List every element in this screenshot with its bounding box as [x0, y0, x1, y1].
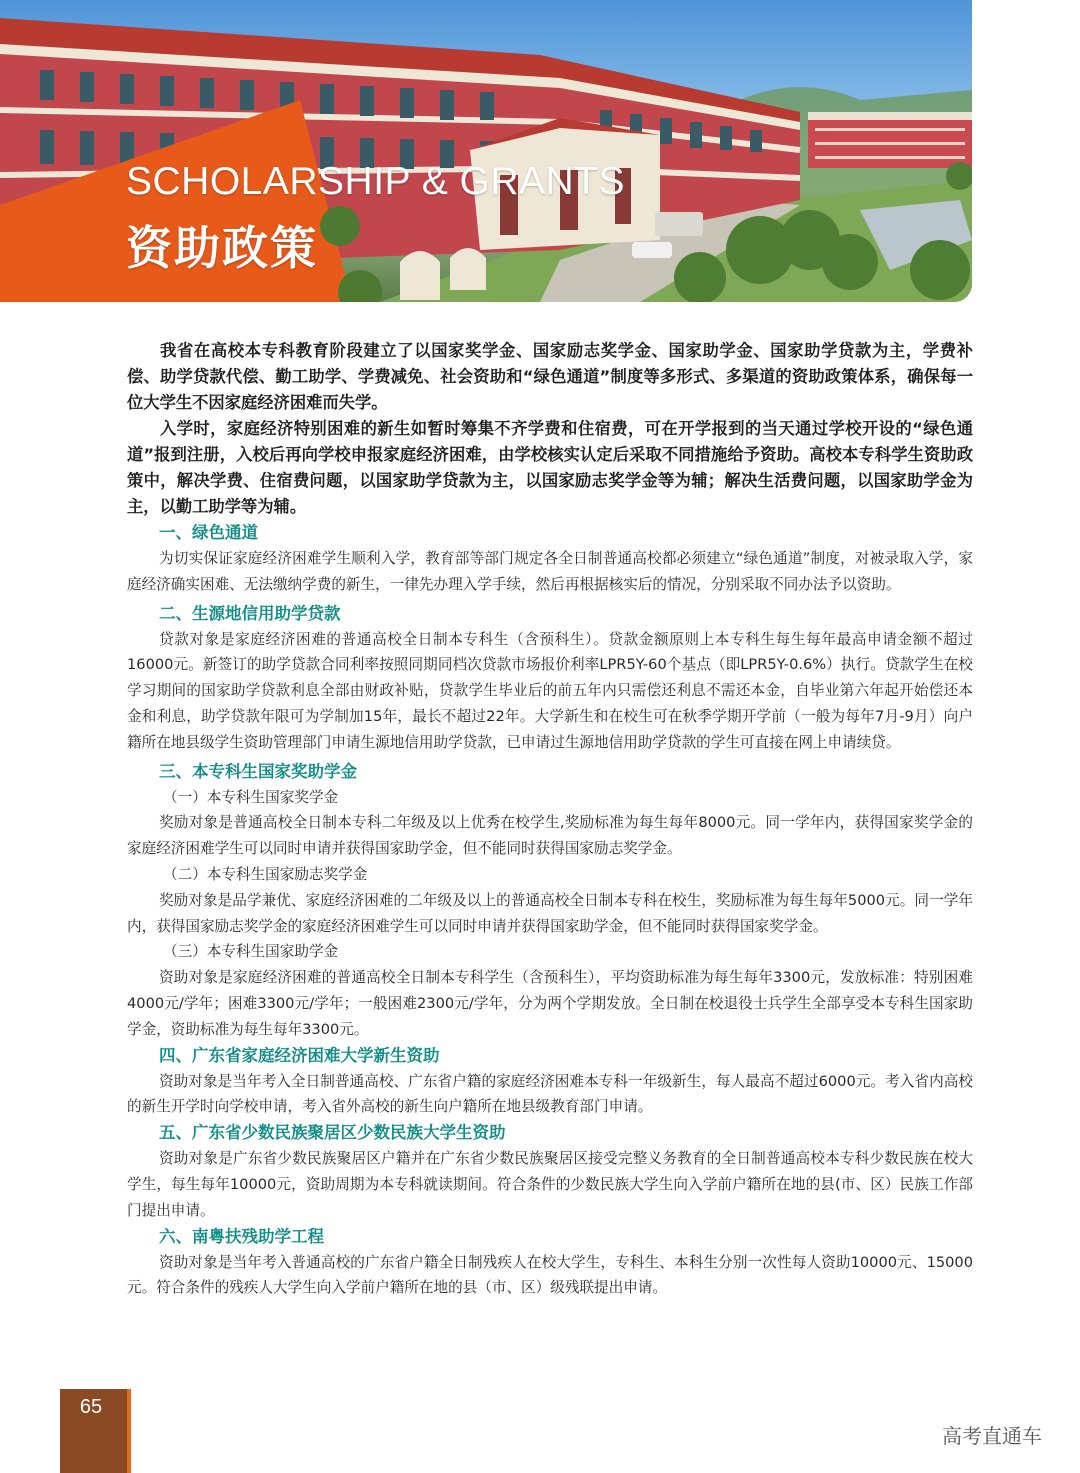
page-number: 65 [79, 1396, 103, 1418]
intro-paragraph-1: 我省在高校本专科教育阶段建立了以国家奖学金、国家励志奖学金、国家助学金、国家助学贷款为主，学费补偿、助学贷款代偿、勤工助学、学费减免、社会资助和“绿色通道”制度等多形式、多渠道的资助政策体系，确保每一位大学生不因家庭经济困难而失学。 [127, 341, 973, 412]
section-text-ethnic-minority-aid: 资助对象是广东省少数民族聚居区户籍并在广东省少数民族聚居区接受完整义务教育的全日制普通高校本专科少数民族在校大学生，每生每年10000元，资助周期为本专科就读期间。符合条件的少数民族大学生向入学前户籍所在地的县(市、区）民族工作部门提出申请。 [127, 1150, 973, 1219]
subsection-title-encouragement-scholarship: （二）本专科生国家励志奖学金 [163, 865, 368, 883]
section-text-green-channel: 为切实保证家庭经济困难学生顺利入学，教育部等部门规定各全日制普通高校都必须建立“绿色通道”制度，对被录取入学，家庭经济确实困难、无法缴纳学费的新生，一律先办理入学手续，然后再根据核实后的情况，分别采取不同办法予以资助。 [127, 550, 973, 593]
subsection-text-national-scholarship: 奖励对象是普通高校全日制本专科二年级及以上优秀在校学生,奖励标准为每生每年8000元。同一学年内，获得国家奖学金的家庭经济困难学生可以同时申请并获得国家助学金，但不能同时获得国家励志奖学金。 [127, 814, 973, 858]
banner-title-chinese: 资助政策 [126, 221, 318, 275]
section-text-student-loan: 贷款对象是家庭经济困难的普通高校全日制本专科生（含预科生）。贷款金额原则上本专科生每生每年最高申请金额不超过16000元。新签订的助学贷款合同利率按照同期同档次贷款市场报价利率LPR5Y-60个基点（即LPR5Y-0.6%）执行。贷款学生在校学习期间的国家助学贷款利息全部由财政补贴，贷款学生毕业后的前五年内只需偿还利息不需还本金，自毕业第六年起开始偿还本金和利息，助学贷款年限可为学制加15年，最长不超过22年。大学新生和在校生可在秋季学期开学前（一般为每年7月-9月）向户籍所在地县级学生资助管理部门申请生源地信用助学贷款，已申请过生源地信用助学贷款的学生可直接在网上申请续贷。 [127, 630, 973, 751]
subsection-text-encouragement-scholarship: 奖励对象是品学兼优、家庭经济困难的二年级及以上的普通高校全日制本专科在校生，奖励标准为每生每年5000元。同一学年内，获得国家励志奖学金的家庭经济困难学生可以同时申请并获得国家助学金，但不能同时获得国家奖学金。 [127, 891, 973, 935]
subsection-title-national-grant: （三）本专科生国家助学金 [163, 943, 339, 961]
subsection-text-national-grant: 资助对象是家庭经济困难的普通高校全日制本专科学生（含预科生），平均资助标准为每生每年3300元，发放标准：特别困难4000元/学年；困难3300元/学年；一般困难2300元/学年，分为两个学期发放。全日制在校退役士兵学生全部享受本专科生国家助学金，资助标准为每生每年3300元。 [127, 969, 973, 1038]
subsection-title-national-scholarship: （一）本专科生国家奖学金 [163, 788, 339, 806]
section-text-disability-aid: 资助对象是当年考入普通高校的广东省户籍全日制残疾人在校大学生，专科生、本科生分别一次性每人资助10000元、15000元。符合条件的残疾人大学生向入学前户籍所在地的县（市、区）级残联提出申请。 [127, 1253, 973, 1297]
section-heading-green-channel: 一、绿色通道 [159, 523, 258, 542]
section-heading-disability-aid: 六、南粤扶残助学工程 [159, 1226, 324, 1246]
page-tab-accent-stripe [127, 1389, 131, 1473]
header-banner [0, 0, 972, 302]
section-heading-student-loan: 二、生源地信用助学贷款 [159, 603, 341, 623]
section-text-freshman-aid: 资助对象是当年考入全日制普通高校、广东省户籍的家庭经济困难本专科一年级新生，每人最高不超过6000元。考入省内高校的新生开学时向学校申请，考入省外高校的新生向户籍所在地县级教育部门申请。 [127, 1072, 973, 1116]
section-heading-freshman-aid: 四、广东省家庭经济困难大学新生资助 [159, 1045, 440, 1065]
article-body [127, 338, 973, 1301]
source-watermark: 高考直通车 [942, 1424, 1042, 1448]
banner-title-english: SCHOLARSHIP & GRANTS [126, 160, 626, 203]
intro-paragraph-2: 入学时，家庭经济特别困难的新生如暂时筹集不齐学费和住宿费，可在开学报到的当天通过学校开设的“绿色通道”报到注册，入校后再向学校申报家庭经济困难，由学校核实认定后采取不同措施给予资助。高校本专科学生资助政策中，解决学费、住宿费问题，以国家助学贷款为主，以国家励志奖学金等为辅；解决生活费问题，以国家助学金为主，以勤工助学等为辅。 [127, 419, 973, 516]
section-heading-national-scholarships: 三、本专科生国家奖助学金 [159, 761, 357, 781]
section-heading-ethnic-minority-aid: 五、广东省少数民族聚居区少数民族大学生资助 [159, 1123, 506, 1143]
